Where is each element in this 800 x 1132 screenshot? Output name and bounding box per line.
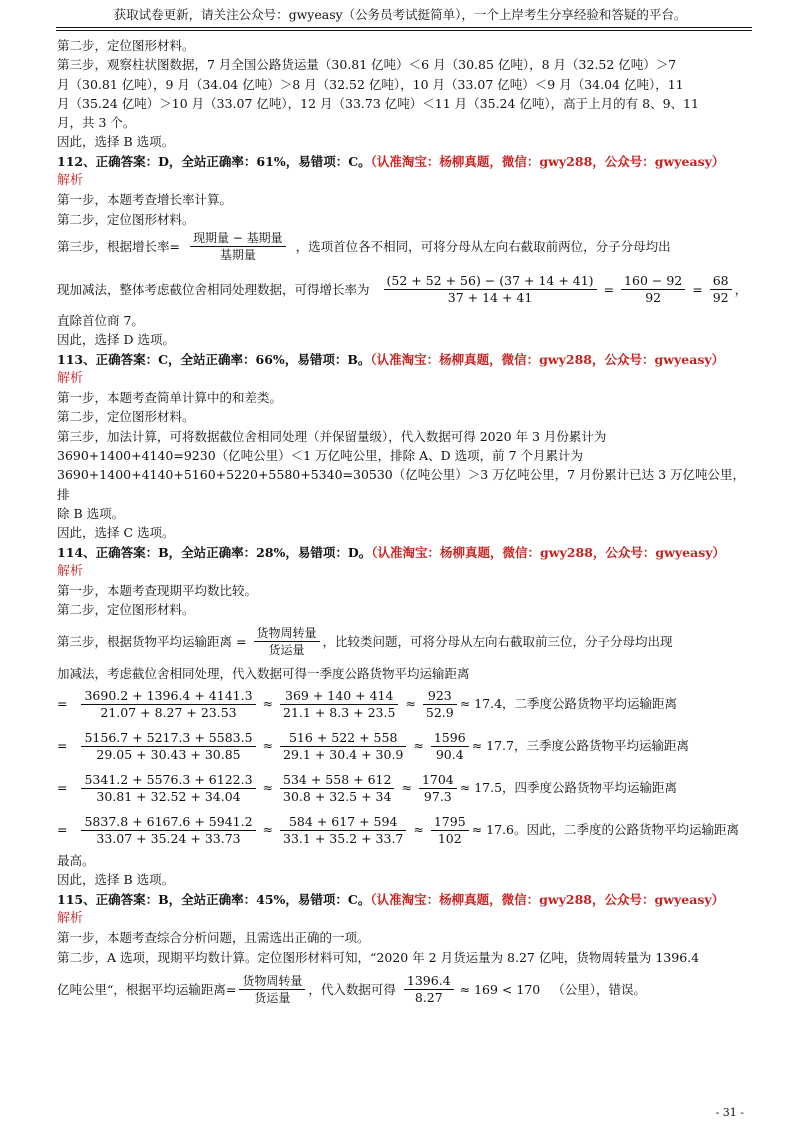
calc-row: = $\frac{3690.2 + 1396.4 + 4141.3}{21.07 + 8.27 + 23.53}$ ≈ $\frac{369 + 140 + 414}{21.1 + 8.3 + 23.5}$ ≈ $\frac{923}{52.9}$ ≈ 17.4 ，二季度公路货物平均运输距离 xyxy=(57,687,678,720)
question-112-heading: 112、正确答案：D，全站正确率：61%，易错项：C。（认准淘宝：杨柳真题，微信：gwy288，公众号：gwyeasy） xyxy=(57,153,725,169)
growth-rate-formula: $\frac{\text{现期量 − 基期量}}{\text{基期量}}$ xyxy=(190,230,286,263)
text-line: 第二步，定位图形材料。 xyxy=(57,38,195,53)
text-line: 3690+1400+4140+5160+5220+5580+5340=30530（亿吨公里）＞3 万亿吨公里，7 月份累计已达 3 万亿吨公里，排 xyxy=(57,467,746,502)
header-rule-top xyxy=(56,27,752,28)
analysis-heading: 解析 xyxy=(57,910,84,926)
text-line: 第一步，本题考查简单计算中的和差类。 xyxy=(57,390,283,406)
growth-rate-result: $\frac{68}{92}$ xyxy=(710,273,732,306)
text-line: 因此，选择 D 选项。 xyxy=(57,332,175,348)
text-line: 直除首位商 7。 xyxy=(57,312,144,328)
avg-distance-formula: $\frac{\text{货物周转量}}{\text{货运量}}$ xyxy=(239,973,305,1006)
text-line: 月，共 3 个。 xyxy=(57,115,136,131)
text-line: 3690+1400+4140=9230（亿吨公里）＜1 万亿吨公里，排除 A、D 选项，前 7 个月累计为 xyxy=(57,448,583,464)
calc-row: = $\frac{5156.7 + 5217.3 + 5583.5}{29.05 + 30.43 + 30.85}$ ≈ $\frac{516 + 522 + 558}{29.1 + 30.4 + 30.9}$ ≈ $\frac{1596}{90.4}$ ≈ 17.7 ，三季度公路货物平均运输距离 xyxy=(57,729,689,762)
text-line: 第三步，加法计算，可将数据截位舍相同处理（并保留量级），代入数据可得 2020 年 3 月份累计为 xyxy=(57,428,607,444)
text-line: 第一步，本题考查综合分析问题，且需选出正确的一项。 xyxy=(57,930,370,946)
text-line: 第一步，本题考查现期平均数比较。 xyxy=(57,583,258,599)
page-header: 获取试卷更新，请关注公众号：gwyeasy（公务员考试挺简单），一个上岸考生分享经验和答疑的平台。 xyxy=(113,7,687,22)
formula-line: 现加减法，整体考虑截位舍相同处理数据，可得增长率为 $\frac{(52 + 52 + 56) - (37 + 14 + 41)}{37 + 14 + 41}$ = $\frac{160 - 92}{92}$ = $\frac{68}{92}$ ， xyxy=(57,273,748,306)
header-rule-bottom xyxy=(56,30,752,31)
text-line: 月（35.24 亿吨）＞10 月（33.07 亿吨），12 月（33.73 亿吨）＜11 月（35.24 亿吨），高于上月的有 8、9、11 xyxy=(57,95,699,111)
text-line: 第一步，本题考查增长率计算。 xyxy=(57,192,233,208)
text-line: 因此，选择 C 选项。 xyxy=(57,525,175,541)
growth-rate-simplified: $\frac{160 - 92}{92}$ xyxy=(621,273,685,306)
text-line: 月（30.81 亿吨），9 月（34.04 亿吨）＞8 月（32.52 亿吨），10 月（33.07 亿吨）＜9 月（34.04 亿吨），11 xyxy=(57,76,684,92)
analysis-heading: 解析 xyxy=(57,370,84,386)
formula-line: 亿吨公里“，根据平均运输距离= $\frac{\text{货物周转量}}{\text{货运量}}$ ，代入数据可得 $\frac{1396.4}{8.27}$ ≈ 169 < 170 （公里），错误。 xyxy=(57,973,647,1006)
analysis-heading: 解析 xyxy=(57,173,84,189)
analysis-heading: 解析 xyxy=(57,563,84,579)
text-line: 第二步，A 选项，现期平均数计算。定位图形材料可知，“2020 年 2 月货运量为 8.27 亿吨，货物周转量为 1396.4 xyxy=(57,949,700,965)
avg-distance-expression: $\frac{1396.4}{8.27}$ xyxy=(404,973,454,1006)
question-113-heading: 113、正确答案：C，全站正确率：66%，易错项：B。（认准淘宝：杨柳真题，微信：gwy288，公众号：gwyeasy） xyxy=(57,351,725,367)
page-number: - 31 - xyxy=(715,1106,744,1119)
text-line: 除 B 选项。 xyxy=(57,505,125,521)
calc-row: = $\frac{5341.2 + 5576.3 + 6122.3}{30.81 + 32.52 + 34.04}$ ≈ $\frac{534 + 558 + 612}{30.8 + 32.5 + 34}$ ≈ $\frac{1704}{97.3}$ ≈ 17.5 ，四季度公路货物平均运输距离 xyxy=(57,771,678,804)
text-line: 最高。 xyxy=(57,853,95,869)
text-line: 第二步，定位图形材料。 xyxy=(57,211,195,227)
document-body xyxy=(57,36,749,1013)
text-line: 因此，选择 B 选项。 xyxy=(57,134,175,150)
text-line: 第二步，定位图形材料。 xyxy=(57,409,195,425)
formula-line: 第三步，根据货物平均运输距离 = $\frac{\text{货物周转量}}{\text{货运量}}$ ，比较类问题，可将分母从左向右截取前三位，分子分母均出现 xyxy=(57,626,673,658)
growth-rate-expression: $\frac{(52 + 52 + 56) - (37 + 14 + 41)}{37 + 14 + 41}$ xyxy=(384,273,597,306)
quarter-calculations xyxy=(57,683,749,851)
text-line: 加减法，考虑截位舍相同处理，代入数据可得一季度公路货物平均运输距离 xyxy=(57,665,470,681)
formula-line: 第三步，根据增长率= $\frac{\text{现期量 − 基期量}}{\text{基期量}}$ ，选项首位各不相同，可将分母从左向右截取前两位，分子分母均出 xyxy=(57,231,671,263)
text-line: 第二步，定位图形材料。 xyxy=(57,602,195,618)
calc-row: = $\frac{5837.8 + 6167.6 + 5941.2}{33.07 + 35.24 + 33.73}$ ≈ $\frac{584 + 617 + 594}{33.1 + 35.2 + 33.7}$ ≈ $\frac{1795}{102}$ ≈ 17.6 。因此，二季度的公路货物平均运输距离 xyxy=(57,813,739,846)
question-114-heading: 114、正确答案：B，全站正确率：28%，易错项：D。（认准淘宝：杨柳真题，微信：gwy288，公众号：gwyeasy） xyxy=(57,544,726,560)
text-line: 因此，选择 B 选项。 xyxy=(57,872,175,888)
avg-distance-formula: $\frac{\text{货物周转量}}{\text{货运量}}$ xyxy=(254,625,320,658)
question-115-heading: 115、正确答案：B，全站正确率：45%，易错项：C。（认准淘宝：杨柳真题，微信：gwy288，公众号：gwyeasy） xyxy=(57,891,725,907)
text-line: 第三步，观察柱状图数据，7 月全国公路货运量（30.81 亿吨）＜6 月（30.85 亿吨），8 月（32.52 亿吨）＞7 xyxy=(57,57,677,73)
